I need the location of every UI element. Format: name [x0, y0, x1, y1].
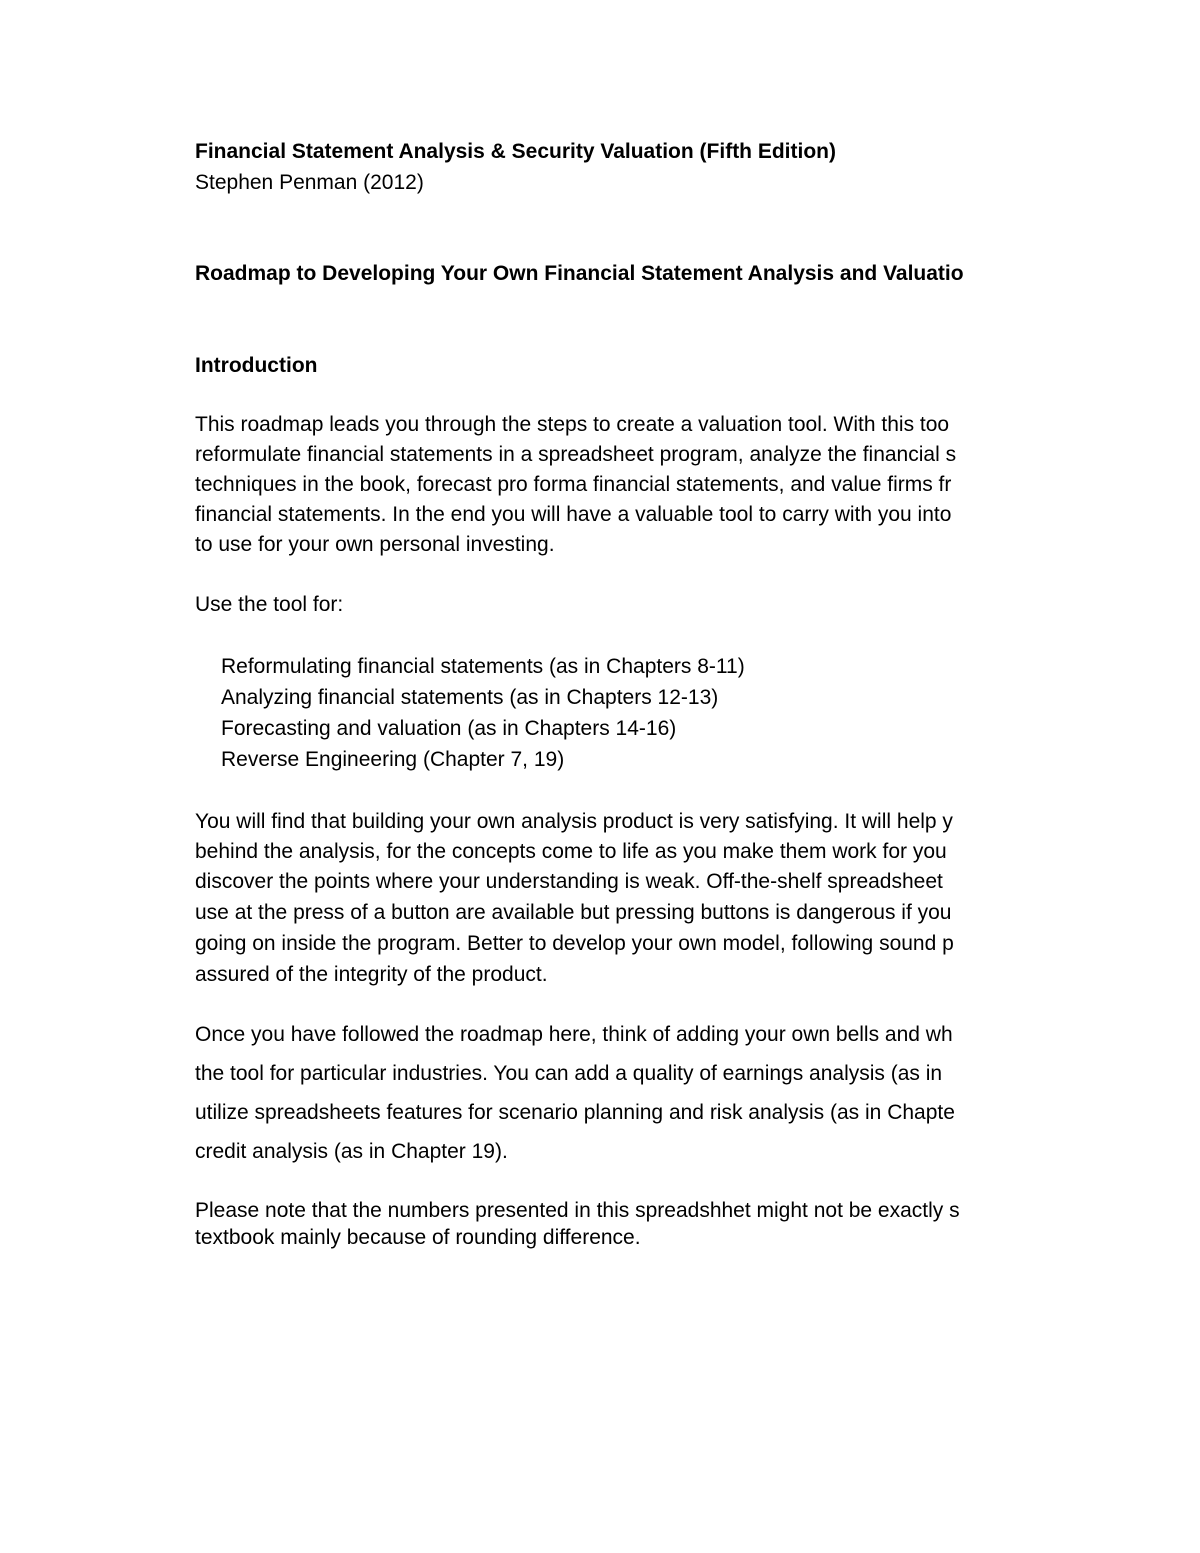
use-tool-intro: Use the tool for: — [195, 593, 344, 616]
paragraph-line: financial statements. In the end you will have a valuable tool to carry with you into — [195, 503, 952, 526]
paragraph-line: reformulate financial statements in a spreadsheet program, analyze the financial s — [195, 443, 957, 466]
author-line: Stephen Penman (2012) — [195, 171, 424, 194]
document-title: Financial Statement Analysis & Security Valuation (Fifth Edition) — [195, 140, 836, 163]
paragraph-line: assured of the integrity of the product. — [195, 963, 548, 986]
paragraph-line: You will find that building your own analysis product is very satisfying. It will help y — [195, 810, 953, 833]
paragraph-line: Please note that the numbers presented in this spreadshhet might not be exactly s — [195, 1199, 960, 1222]
paragraph-line: behind the analysis, for the concepts come to life as you make them work for you — [195, 840, 947, 863]
paragraph-line: techniques in the book, forecast pro forma financial statements, and value firms fr — [195, 473, 952, 496]
list-item: Reformulating financial statements (as in Chapters 8-11) — [221, 655, 745, 678]
section-heading-introduction: Introduction — [195, 354, 318, 377]
paragraph-line: credit analysis (as in Chapter 19). — [195, 1140, 508, 1163]
paragraph-line: going on inside the program. Better to develop your own model, following sound p — [195, 932, 954, 955]
page-content — [195, 0, 1046, 1553]
list-item: Analyzing financial statements (as in Chapters 12-13) — [221, 686, 719, 709]
paragraph-line: to use for your own personal investing. — [195, 533, 555, 556]
paragraph-line: This roadmap leads you through the steps to create a valuation tool. With this too — [195, 413, 950, 436]
paragraph-line: utilize spreadsheets features for scenario planning and risk analysis (as in Chapte — [195, 1101, 955, 1124]
paragraph-line: the tool for particular industries. You can add a quality of earnings analysis (as in — [195, 1062, 943, 1085]
paragraph-line: textbook mainly because of rounding difference. — [195, 1226, 641, 1249]
list-item: Reverse Engineering (Chapter 7, 19) — [221, 748, 565, 771]
paragraph-line: use at the press of a button are available but pressing buttons is dangerous if you — [195, 901, 952, 924]
roadmap-title: Roadmap to Developing Your Own Financial Statement Analysis and Valuatio — [195, 262, 964, 285]
paragraph-line: Once you have followed the roadmap here, think of adding your own bells and wh — [195, 1023, 953, 1046]
paragraph-line: discover the points where your understanding is weak. Off-the-shelf spreadsheet — [195, 870, 943, 893]
list-item: Forecasting and valuation (as in Chapters 14-16) — [221, 717, 677, 740]
